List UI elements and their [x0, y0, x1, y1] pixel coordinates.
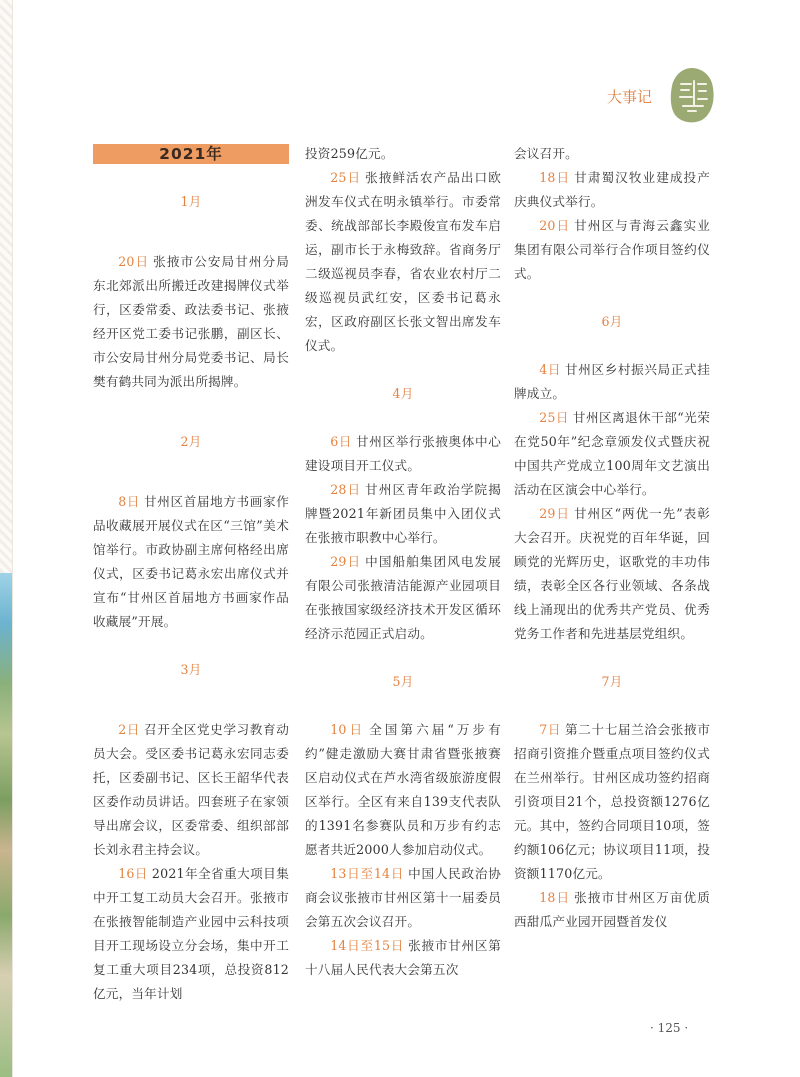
event-entry: [305, 550, 501, 646]
seal-stamp-icon: [668, 66, 716, 124]
month-heading: 6月: [601, 314, 623, 329]
column-2: [305, 142, 501, 982]
month-heading: 2月: [180, 434, 202, 449]
event-date: 29日: [330, 554, 362, 569]
event-text: 甘州区乡村振兴局正式挂牌成立。: [514, 362, 710, 401]
event-date: 20日: [539, 218, 571, 233]
event-text: 张掖市公安局甘州分局东北郊派出所搬迁改建揭牌仪式举行，区委常委、政法委书记、张掖经开区党工委书记张鹏，副区长、市公安局甘州分局党委书记、局长樊有鹤共同为派出所揭牌。: [93, 254, 289, 389]
year-title: 2021年: [93, 144, 289, 164]
month-heading: 5月: [392, 674, 414, 689]
event-entry: [305, 718, 501, 862]
event-text: 中国船舶集团风电发展有限公司张掖清洁能源产业园项目在张掖国家级经济技术开发区循环经济示范园正式启动。: [305, 554, 501, 641]
event-date: 2日: [118, 722, 141, 737]
event-text: 甘肃蜀汉牧业建成投产庆典仪式举行。: [514, 170, 710, 209]
event-text: 2021年全省重大项目集中开工复工动员大会召开。张掖市在张掖智能制造产业园中云科技项目开工现场设立分会场，集中开工复工重大项目234项，总投资812亿元，当年计划: [93, 866, 289, 1001]
event-entry: [93, 718, 289, 862]
event-date: 10日: [330, 722, 366, 737]
month-heading: 4月: [392, 386, 414, 401]
event-entry: [514, 886, 710, 934]
event-date: 18日: [539, 170, 571, 185]
event-date: 14日至15日: [330, 938, 405, 953]
event-entry: [514, 166, 710, 214]
edge-landscape-photo: [0, 573, 12, 1077]
event-entry: [305, 862, 501, 934]
event-entry: [93, 862, 289, 1006]
event-entry: [514, 214, 710, 286]
event-text: 甘州区与青海云鑫实业集团有限公司举行合作项目签约仪式。: [514, 218, 710, 281]
event-date: 25日: [539, 410, 569, 425]
event-entry: [305, 934, 501, 982]
event-text: 全国第六届“万步有约”健走激励大赛甘肃省暨张掖赛区启动仪式在芦水湾省级旅游度假区举行。全区有来自139支代表队的1391名参赛队员和万步有约志愿者共近2000人参加启动仪式。: [305, 722, 501, 857]
event-entry: [305, 430, 501, 478]
event-text: 甘州区举行张掖奥体中心建设项目开工仪式。: [305, 434, 501, 473]
event-date: 6日: [330, 434, 353, 449]
event-date: 20日: [118, 254, 150, 269]
event-entry: [514, 358, 710, 406]
month-heading: 1月: [180, 194, 202, 209]
event-text: 中国人民政治协商会议张掖市甘州区第十一届委员会第五次会议召开。: [305, 866, 501, 929]
event-entry: [305, 478, 501, 550]
event-text: 张掖市甘州区万亩优质西甜瓜产业园开园暨首发仪: [514, 890, 710, 929]
event-entry: [93, 250, 289, 394]
event-date: 28日: [330, 482, 362, 497]
event-text: 甘州区离退休干部“光荣在党50年”纪念章颁发仪式暨庆祝中国共产党成立100周年文艺演出活动在区演会中心举行。: [514, 410, 710, 497]
section-label: 大事记: [606, 88, 652, 106]
column-1: [93, 142, 289, 1006]
month-heading: 3月: [180, 662, 202, 677]
event-entry: [514, 406, 710, 502]
event-text: 张掖市甘州区第十八届人民代表大会第五次: [305, 938, 501, 977]
event-date: 13日至14日: [330, 866, 405, 881]
event-text: 张掖鲜活农产品出口欧洲发车仪式在明永镇举行。市委常委、统战部部长李殿俊宣布发车启运，副市长于永梅致辞。省商务厅二级巡视员李春，省农业农村厅二级巡视员武红安，区委书记葛永宏，区政府副区长张文智出席发车仪式。: [305, 170, 501, 353]
event-date: 16日: [118, 866, 148, 881]
page-number: · 125 ·: [650, 1021, 689, 1035]
event-text: 第二十七届兰洽会张掖市招商引资推介暨重点项目签约仪式在兰州举行。甘州区成功签约招商引资项目21个，总投资额1276亿元。其中，签约合同项目10项，签约额106亿元；协议项目11项，投资额1170亿元。: [514, 722, 710, 881]
month-heading: 7月: [601, 674, 623, 689]
event-entry: [305, 166, 501, 358]
event-date: 7日: [539, 722, 562, 737]
event-text: 甘州区“两优一先”表彰大会召开。庆祝党的百年华诞，回顾党的光辉历史，讴歌党的丰功伟绩，表彰全区各行业领域、各条战线上涌现出的优秀共产党员、优秀党务工作者和先进基层党组织。: [514, 506, 710, 641]
event-date: 8日: [118, 494, 141, 509]
event-entry: [93, 490, 289, 634]
event-continuation: 会议召开。: [514, 146, 578, 161]
event-date: 4日: [539, 362, 562, 377]
event-entry: [514, 718, 710, 886]
event-entry: [514, 502, 710, 646]
column-3: [514, 142, 710, 934]
event-text: 甘州区首届地方书画家作品收藏展开展仪式在区“三馆”美术馆举行。市政协副主席何格经出席仪式，区委书记葛永宏出席仪式并宣布“甘州区首届地方书画家作品收藏展”开展。: [93, 494, 289, 629]
event-text: 甘州区青年政治学院揭牌暨2021年新团员集中入团仪式在张掖市职教中心举行。: [305, 482, 501, 545]
event-date: 18日: [539, 890, 571, 905]
event-date: 25日: [330, 170, 362, 185]
event-continuation: 投资259亿元。: [305, 146, 394, 161]
event-text: 召开全区党史学习教育动员大会。受区委书记葛永宏同志委托，区委副书记、区长王韶华代表区委作动员讲话。四套班子在家领导出席会议，区委常委、组织部部长刘永君主持会议。: [93, 722, 289, 857]
event-date: 29日: [539, 506, 570, 521]
